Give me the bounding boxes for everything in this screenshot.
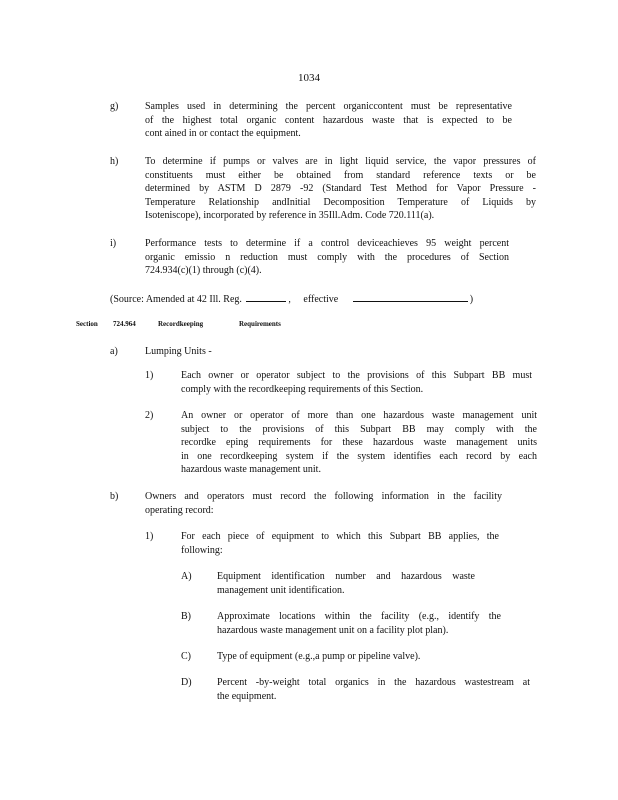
text-line: constituents must either be obtained from standard reference texts or be [145, 169, 536, 181]
source-close: ) [469, 294, 474, 305]
subpara-label: A) [181, 571, 192, 582]
sub-title-a [145, 345, 212, 359]
item-text-g [145, 100, 512, 141]
blank-line [353, 291, 468, 302]
sub-title-b [145, 490, 502, 517]
para-text [181, 530, 499, 557]
text-line: Type of equipment (e.g.,a pump or pipeline valve). [217, 651, 421, 662]
item-label-g: g) [110, 101, 119, 112]
text-line: cont ained in or contact the equipment. [145, 128, 301, 139]
para-label: 1) [145, 370, 154, 381]
text-line: Lumping Units - [145, 346, 212, 357]
text-line: Temperature Relationship andInitial Decomposition Temperature of Liquids by [145, 196, 536, 208]
text-line: determined by ASTM D 2879 -92 (Standard Test Method for Vapor Pressure - [145, 183, 536, 194]
text-line: in one recordkeeping system if the system identifies each record by each [181, 450, 537, 462]
page-number: 1034 [298, 72, 320, 84]
text-line: organic emissio n reduction must comply with the procedures of Section [145, 251, 509, 263]
para-label: 2) [145, 410, 154, 421]
text-line: Percent -by-weight total organics in the hazardous wastestream at [217, 677, 530, 688]
subpara-label: C) [181, 651, 191, 662]
text-line: subject to the provisions of this Subpart BB may comply with the [181, 423, 537, 435]
section-title-1: Recordkeeping [158, 320, 204, 328]
text-line: the equipment. [217, 690, 277, 702]
text-line: following: [181, 544, 223, 556]
subpara-text [217, 676, 530, 703]
item-text-h [145, 155, 536, 223]
para-text [181, 369, 532, 396]
section-number: 724.964 [113, 320, 136, 328]
text-line: operating record: [145, 504, 214, 516]
source-comma: , [288, 294, 291, 305]
text-line: Samples used in determining the percent organiccontent must be representative [145, 101, 512, 112]
item-label-i: i) [110, 238, 117, 249]
para-label: 1) [145, 531, 154, 542]
item-label-h: h) [110, 156, 119, 167]
text-line: of the highest total organic content hazardous waste that is expected to be [145, 114, 512, 126]
text-line: 724.934(c)(1) through (c)(4). [145, 265, 262, 276]
text-line: hazardous waste management unit. [181, 464, 321, 475]
text-line: recordke eping requirements for these hazardous waste management units [181, 437, 537, 448]
blank-line [246, 291, 286, 302]
source-effective: effective [303, 294, 339, 305]
text-line: hazardous waste management unit on a facility plot plan). [217, 624, 449, 636]
subpara-text [217, 650, 420, 664]
text-line: comply with the recordkeeping requirements of this Section. [181, 383, 424, 395]
text-line: Each owner or operator subject to the provisions of this Subpart BB must [181, 370, 532, 381]
text-line: Isoteniscope), incorporated by reference in 35Ill.Adm. Code 720.111(a). [145, 210, 435, 221]
sub-label-b: b) [110, 491, 119, 502]
source-prefix: (Source: Amended at 42 Ill. Reg. [110, 294, 242, 305]
subpara-text [217, 570, 475, 597]
item-text-i [145, 237, 509, 278]
text-line: For each piece of equipment to which this Subpart BB applies, the [181, 531, 499, 542]
text-line: An owner or operator of more than one hazardous waste management unit [181, 410, 537, 421]
section-word: Section [76, 320, 98, 328]
section-title-2: Requirements [239, 320, 281, 328]
sub-label-a: a) [110, 346, 118, 357]
text-line: Performance tests to determine if a control deviceachieves 95 weight percent [145, 238, 509, 249]
text-line: To determine if pumps or valves are in light liquid service, the vapor pressures of [145, 156, 536, 167]
text-line: Owners and operators must record the following information in the facility [145, 491, 502, 502]
text-line: management unit identification. [217, 584, 345, 596]
para-text [181, 409, 537, 477]
subpara-label: B) [181, 611, 191, 622]
subpara-text [217, 610, 501, 637]
text-line: Approximate locations within the facility (e.g., identify the [217, 611, 501, 622]
source-note [110, 291, 473, 306]
text-line: Equipment identification number and hazardous waste [217, 571, 475, 582]
subpara-label: D) [181, 677, 192, 688]
